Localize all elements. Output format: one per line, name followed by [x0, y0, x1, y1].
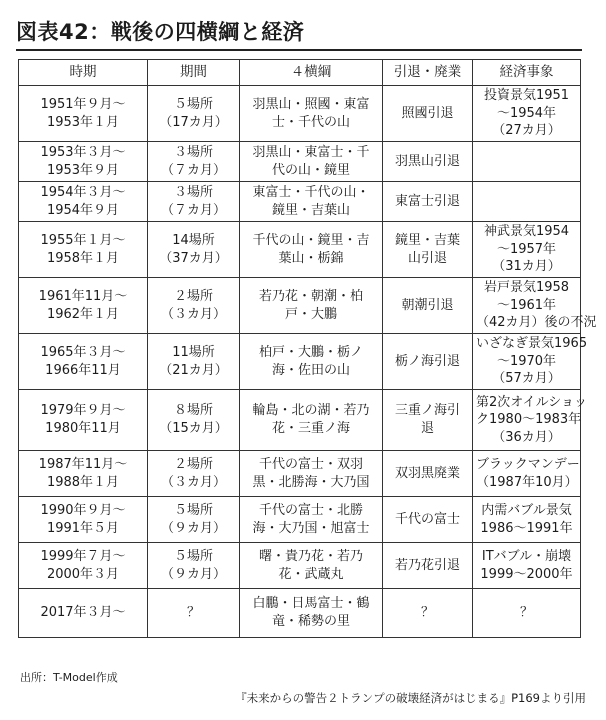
cell-line: 朝潮引退 — [401, 297, 454, 313]
yokozuna-cell — [240, 543, 383, 589]
cell-line: （1987年10月） — [476, 474, 578, 490]
cell-line: 1986～1991年 — [480, 520, 573, 536]
cell-line: ？ — [519, 605, 533, 621]
cell-line: （３カ月） — [160, 306, 226, 322]
table-row — [19, 278, 581, 334]
economic-event-cell — [473, 278, 597, 334]
cell-line: 山引退 — [407, 250, 447, 266]
cell-line: （15カ月） — [159, 421, 228, 436]
yokozuna-cell — [240, 589, 383, 638]
yokozuna-cell — [240, 182, 383, 222]
duration-cell — [148, 86, 240, 142]
cell-line: 1980年11月 — [45, 421, 121, 436]
cell-line: 輪島・北の湖・若乃 — [252, 403, 370, 419]
table-row — [19, 390, 581, 451]
economic-event-cell — [473, 497, 581, 543]
table-row — [19, 182, 581, 222]
duration-cell — [148, 543, 240, 589]
cell-line: （９カ月） — [160, 566, 226, 582]
cell-line: 1966年11月 — [45, 362, 121, 378]
title-underline — [16, 49, 582, 51]
cell-line: 1990年９月～ — [40, 502, 126, 518]
table-row — [19, 589, 581, 638]
cell-line: 1953年１月 — [46, 114, 120, 130]
cell-line: 千代の山・鏡里・吉 — [252, 232, 370, 248]
cell-line: 曙・貴乃花・若乃 — [258, 548, 363, 564]
cell-line: 投資景気1951 — [483, 88, 570, 104]
duration-cell — [148, 451, 240, 497]
cell-line: （37カ月） — [159, 250, 228, 266]
economic-event-cell — [473, 222, 581, 278]
retirement-cell — [383, 222, 473, 278]
retirement-cell — [383, 589, 473, 638]
cell-line: 白鵬・日馬富士・鶴 — [252, 596, 370, 612]
period-cell — [19, 222, 148, 278]
yokozuna-cell — [240, 334, 383, 390]
period-cell — [19, 334, 148, 390]
cell-line: ～1954年 — [496, 105, 557, 121]
economic-event-cell — [473, 451, 581, 497]
duration-cell — [148, 334, 240, 390]
cell-line: 千代の富士・北勝 — [258, 502, 363, 518]
yokozuna-cell — [240, 451, 383, 497]
cell-line: 1953年９月 — [46, 162, 120, 178]
cell-line: 千代の富士・双羽 — [258, 456, 363, 472]
cell-line: 羽黒山・東富士・千 — [252, 144, 370, 160]
cell-line: 東富士・千代の山・ — [252, 184, 370, 200]
cell-line: （17カ月） — [159, 114, 228, 130]
cell-line: 1961年11月～ — [38, 288, 128, 304]
economic-event-cell — [473, 334, 588, 390]
retirement-cell — [383, 390, 473, 451]
table-row — [19, 334, 581, 390]
table-row — [19, 497, 581, 543]
cell-line: ～1961年 — [496, 297, 557, 313]
retirement-cell — [383, 278, 473, 334]
cell-line: 花・三重ノ海 — [271, 421, 350, 436]
yokozuna-cell — [240, 142, 383, 182]
cell-line: 代の山・鏡里 — [271, 162, 350, 178]
cell-line: 1954年９月 — [46, 202, 120, 218]
cell-line: 1962年１月 — [46, 306, 120, 322]
yokozuna-cell — [240, 497, 383, 543]
duration-cell — [148, 142, 240, 182]
cell-line: 戸・大鵬 — [284, 306, 337, 322]
period-cell — [19, 390, 148, 451]
period-cell — [19, 451, 148, 497]
cell-line: ３場所 — [173, 144, 213, 160]
period-cell — [19, 497, 148, 543]
cell-line: 士・千代の山 — [271, 114, 350, 130]
cell-line: （７カ月） — [160, 162, 226, 178]
table-row — [19, 543, 581, 589]
cell-line: （９カ月） — [160, 520, 226, 536]
cell-line: 栃ノ海引退 — [394, 353, 460, 369]
header-economic-event: 経済事象 — [473, 60, 581, 86]
duration-cell — [148, 497, 240, 543]
duration-cell — [148, 589, 240, 638]
period-cell — [19, 589, 148, 638]
table-row — [19, 451, 581, 497]
cell-line: 鏡里・吉葉山 — [271, 202, 350, 218]
period-cell — [19, 543, 148, 589]
cell-line: ～1970年 — [496, 353, 557, 369]
cell-line: 竜・稀勢の里 — [271, 614, 350, 629]
cell-line: 14場所 — [172, 232, 215, 248]
cell-line: 海・大乃国・旭富士 — [252, 520, 370, 536]
cell-line: ２場所 — [173, 456, 213, 472]
cell-line: ブラックマンデー — [476, 456, 580, 472]
yokozuna-economy-table — [18, 59, 597, 638]
cell-line: 1954年３月～ — [40, 184, 126, 200]
figure-title: 図表42：戦後の四横綱と経済 — [16, 20, 305, 44]
yokozuna-cell — [240, 86, 383, 142]
yokozuna-cell — [240, 278, 383, 334]
cell-line: 1951年９月～ — [40, 96, 126, 112]
duration-cell — [148, 222, 240, 278]
cell-line: （７カ月） — [160, 202, 226, 218]
cell-line: 第2次オイルショッ — [476, 394, 588, 410]
cell-line: ５場所 — [173, 96, 213, 112]
cell-line: （36カ月） — [492, 429, 561, 445]
retirement-cell — [383, 334, 473, 390]
source-note: 出所：T-Model作成 — [20, 671, 118, 684]
cell-line: 羽黒山・照國・東富 — [252, 96, 370, 112]
cell-line: 海・佐田の山 — [271, 362, 350, 378]
header-four-yokozuna: ４横綱 — [240, 60, 383, 86]
cell-line: ３場所 — [173, 184, 213, 200]
cell-line: ５場所 — [173, 548, 213, 564]
cell-line: いざなぎ景気1965 — [476, 336, 588, 352]
cell-line: 退 — [420, 421, 434, 436]
retirement-cell — [383, 142, 473, 182]
cell-line: 1999～2000年 — [480, 566, 573, 582]
cell-line: 葉山・栃錦 — [278, 250, 344, 266]
cell-line: 1958年１月 — [46, 250, 120, 266]
cell-line: 1991年５月 — [46, 520, 120, 536]
economic-event-cell — [473, 86, 581, 142]
cell-line: 東富士引退 — [394, 193, 460, 209]
table-row — [19, 142, 581, 182]
cell-line: 1955年１月～ — [40, 232, 126, 248]
cell-line: 1999年７月～ — [40, 548, 126, 564]
cell-line: 鏡里・吉葉 — [394, 232, 460, 248]
table-row — [19, 86, 581, 142]
cell-line: ５場所 — [173, 502, 213, 518]
cell-line: ２場所 — [173, 288, 213, 304]
cell-line: ？ — [420, 605, 434, 621]
cell-line: 1987年11月～ — [38, 456, 128, 472]
cell-line: 1979年９月～ — [40, 403, 126, 419]
cell-line: ク1980～1983年 — [476, 412, 582, 428]
table-header-row — [19, 60, 581, 86]
cell-line: 照國引退 — [401, 105, 454, 121]
cell-line: 岩戸景気1958 — [483, 280, 570, 296]
period-cell — [19, 142, 148, 182]
cell-line: ８場所 — [173, 403, 213, 419]
economic-event-cell — [473, 390, 588, 451]
cell-line: 神武景気1954 — [483, 224, 570, 240]
cell-line: 2000年３月 — [46, 566, 120, 582]
cell-line: （42カ月）後の不況 — [476, 315, 597, 331]
cell-line: （27カ月） — [492, 123, 561, 139]
cell-line: 花・武蔵丸 — [278, 566, 344, 582]
header-period: 時期 — [19, 60, 148, 86]
cell-line: ～1957年 — [496, 241, 557, 257]
cell-line: 1965年３月～ — [40, 344, 126, 360]
duration-cell — [148, 278, 240, 334]
yokozuna-cell — [240, 390, 383, 451]
cell-line: ？ — [186, 605, 200, 621]
economic-event-cell — [473, 142, 581, 182]
header-duration: 期間 — [148, 60, 240, 86]
cell-line: （21カ月） — [159, 362, 228, 378]
period-cell — [19, 182, 148, 222]
cell-line: （57カ月） — [492, 371, 561, 387]
retirement-cell — [383, 182, 473, 222]
cell-line: 柏戸・大鵬・栃ノ — [258, 344, 363, 360]
cell-line: 三重ノ海引 — [394, 403, 460, 419]
economic-event-cell — [473, 543, 581, 589]
economic-event-cell — [473, 589, 581, 638]
cell-line: 1988年１月 — [46, 474, 120, 490]
cell-line: 2017年３月～ — [40, 605, 126, 621]
cell-line: 1953年３月～ — [40, 144, 126, 160]
cell-line: 羽黒山引退 — [394, 153, 460, 169]
cell-line: 若乃花引退 — [394, 557, 460, 573]
cell-line: （３カ月） — [160, 474, 226, 490]
cell-line: 11場所 — [172, 344, 215, 360]
retirement-cell — [383, 543, 473, 589]
period-cell — [19, 86, 148, 142]
economic-event-cell — [473, 182, 581, 222]
retirement-cell — [383, 451, 473, 497]
cell-line: 千代の富士 — [394, 511, 460, 527]
duration-cell — [148, 182, 240, 222]
retirement-cell — [383, 497, 473, 543]
header-retirement: 引退・廃業 — [383, 60, 473, 86]
cell-line: ITバブル・崩壊 — [481, 548, 572, 564]
cell-line: （31カ月） — [492, 259, 561, 275]
table-row — [19, 222, 581, 278]
cell-line: 内需バブル景気 — [481, 502, 572, 518]
citation-note: 『未来からの警告２トランプの破壊経済がはじまる』P169より引用 — [235, 691, 586, 705]
cell-line: 黒・北勝海・大乃国 — [252, 474, 370, 490]
duration-cell — [148, 390, 240, 451]
cell-line: 若乃花・朝潮・柏 — [258, 288, 363, 304]
retirement-cell — [383, 86, 473, 142]
yokozuna-cell — [240, 222, 383, 278]
period-cell — [19, 278, 148, 334]
cell-line: 双羽黒廃業 — [394, 465, 460, 481]
